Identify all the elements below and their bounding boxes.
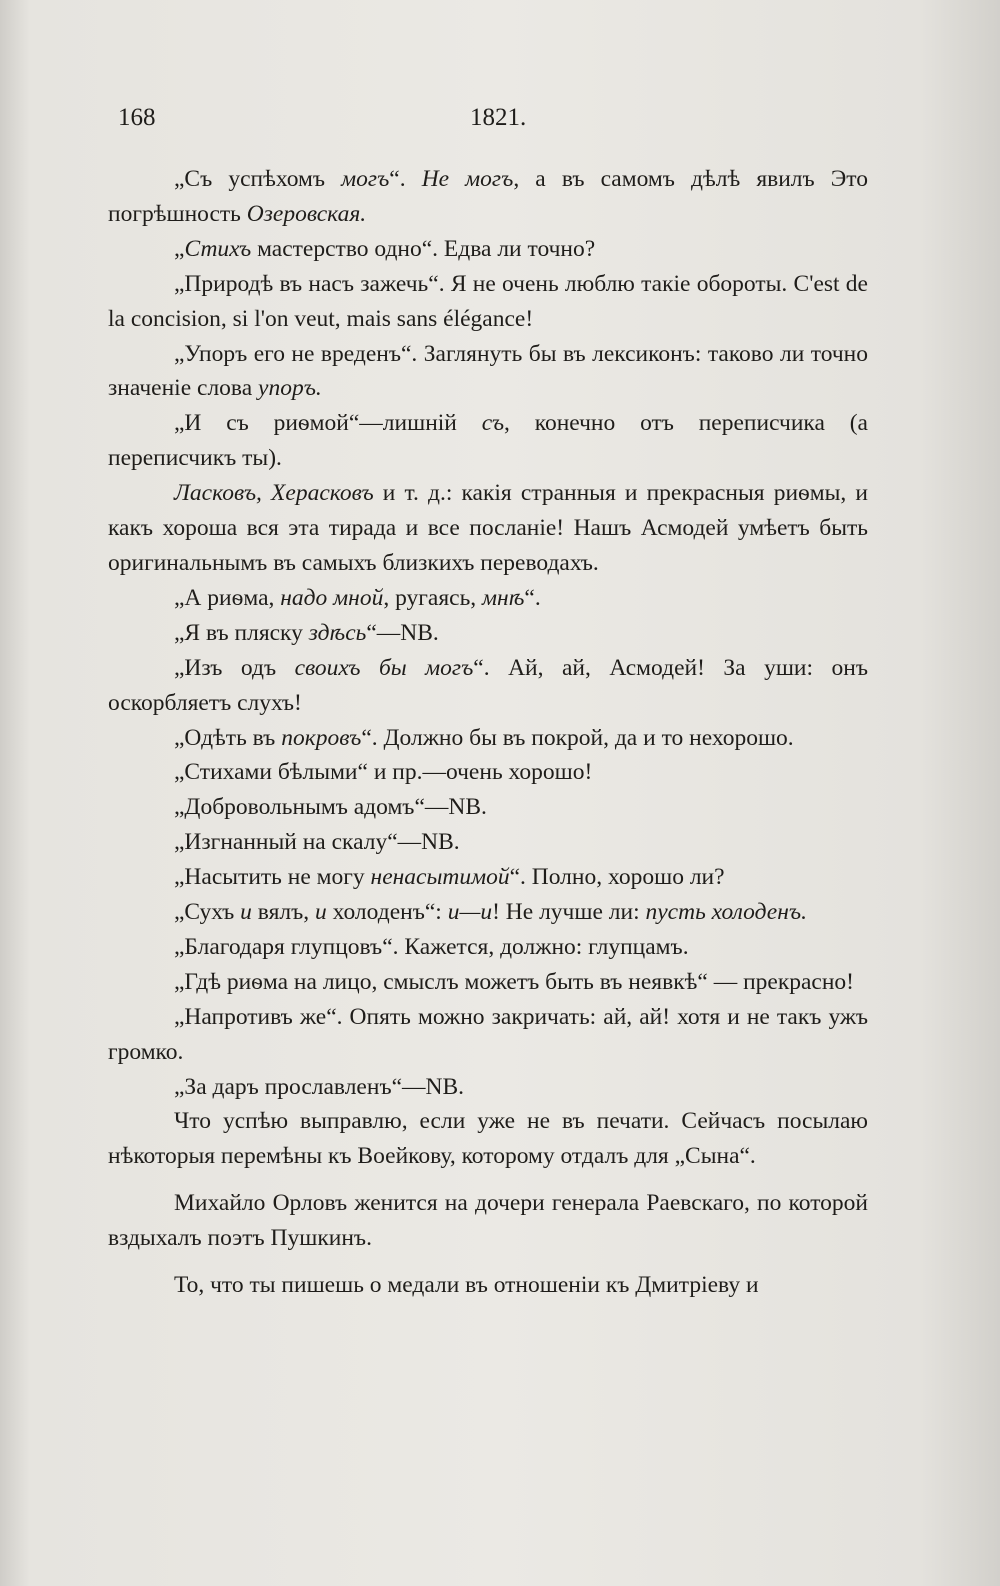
italic-text: Ласковъ, Херасковъ xyxy=(174,480,374,507)
paragraph xyxy=(108,1104,868,1174)
text-run: Михайло Орловъ женится на дочери генерала Раевскаго, по которой вздыхалъ поэтъ Пушкинъ. xyxy=(108,1190,868,1252)
italic-text: и xyxy=(240,899,252,926)
paragraph xyxy=(108,790,868,825)
paragraph xyxy=(108,965,868,1000)
paragraph xyxy=(108,616,868,651)
italic-text: упоръ. xyxy=(258,375,322,402)
text-run: „Благодаря глупцовъ“. Кажется, должно: глупцамъ. xyxy=(174,933,689,960)
text-run: “. Полно, хорошо ли? xyxy=(509,864,725,891)
paragraph xyxy=(108,476,868,581)
paragraph xyxy=(108,930,868,965)
text-run: “—NB. xyxy=(366,619,439,646)
paragraph xyxy=(108,860,868,895)
text-run: „Упоръ его не вреденъ“. Заглянуть бы въ лексиконъ: таково ли точно значеніе слова xyxy=(108,340,868,402)
italic-text: могъ xyxy=(341,166,390,192)
text-run: „ xyxy=(174,235,185,262)
text-run: „Стихами бѣлыми“ и пр.—очень хорошо! xyxy=(174,759,593,786)
text-run: „А риѳма, xyxy=(174,584,281,611)
text-run: “. xyxy=(524,584,541,611)
italic-text: ненасытимой xyxy=(370,864,510,891)
paragraph xyxy=(108,581,868,616)
italic-text: Озеровская. xyxy=(246,200,367,227)
paragraph xyxy=(108,721,868,756)
running-head-year: 1821. xyxy=(470,104,527,131)
paragraph xyxy=(108,162,868,232)
paragraph xyxy=(108,895,868,930)
text-run: ! Не лучше ли: xyxy=(492,899,646,926)
text-run: „Изгнанный на скалу“—NB. xyxy=(174,829,460,856)
text-run: „Изъ одъ xyxy=(174,654,295,681)
text-run: “. Должно бы въ покрой, да и то нехорошо. xyxy=(361,724,794,751)
italic-text: покровъ xyxy=(281,724,362,751)
text-run: “. xyxy=(389,166,422,192)
paragraph xyxy=(108,232,868,267)
paragraph xyxy=(108,651,868,721)
italic-text: и—и xyxy=(447,899,493,926)
paragraph xyxy=(108,1070,868,1105)
text-run: Что успѣю выправлю, если уже не въ печати. Сейчасъ посылаю нѣкоторыя перемѣны къ Воейкову, которому отдалъ для „Сына“. xyxy=(108,1108,868,1170)
text-run: „Я въ пляску xyxy=(174,619,309,646)
italic-text: надо мной xyxy=(280,584,384,611)
text-run: „Природѣ въ насъ зажечь“. Я не очень люблю такіе обороты. C'est de la concision, si l'on veut, mais sans élégance! xyxy=(108,270,868,332)
page-number: 168 xyxy=(118,104,156,131)
text-run: , а въ самомъ дѣлѣ явилъ Это погрѣшность xyxy=(108,166,869,227)
text-run: мастерство одно“. Едва ли точно? xyxy=(251,235,596,262)
text-run: „Насытить не могу xyxy=(174,864,371,891)
text-run: „Добровольнымъ адомъ“—NB. xyxy=(174,794,487,821)
italic-text: Не могъ xyxy=(421,166,514,192)
italic-text: своихъ бы могъ xyxy=(294,654,474,681)
text-run: „Съ успѣхомъ xyxy=(174,166,342,192)
text-run: вялъ, xyxy=(251,899,316,926)
italic-text: и xyxy=(315,899,327,926)
paragraph xyxy=(108,337,868,407)
text-run: „Сухъ xyxy=(174,899,241,926)
paragraph xyxy=(108,755,868,790)
paragraph xyxy=(108,825,868,860)
text-run: , ругаясь, xyxy=(383,584,483,611)
page-header xyxy=(118,104,878,140)
italic-text: съ xyxy=(481,410,505,437)
italic-text: пусть холоденъ. xyxy=(645,899,807,926)
paragraph xyxy=(108,1268,868,1303)
italic-text: Стихъ xyxy=(184,235,252,262)
italic-text: здѣсь xyxy=(308,619,367,646)
body-text xyxy=(108,162,868,1303)
text-run: „Напротивъ же“. Опять можно закричать: ай, ай! хотя и не такъ ужъ громко. xyxy=(108,1003,868,1065)
text-run: „Одѣть въ xyxy=(174,724,282,751)
paragraph xyxy=(108,267,868,337)
text-run: „Гдѣ риѳма на лицо, смыслъ можетъ быть въ неявкѣ“ — прекрасно! xyxy=(174,968,855,995)
italic-text: мнѣ xyxy=(482,584,525,611)
paragraph xyxy=(108,1186,868,1256)
text-run: холоденъ“: xyxy=(326,899,448,926)
text-run: То, что ты пишешь о медали въ отношеніи къ Дмитріеву и xyxy=(174,1272,759,1299)
text-run: и т. д.: какія странныя и прекрасныя риѳмы, и какъ хороша вся эта тирада и все посланіе! Нашъ Асмодей умѣетъ быть оригинальнымъ въ самыхъ близкихъ переводахъ. xyxy=(108,480,869,576)
text-run: “. Ай, ай, Асмодей! За уши: онъ оскорбляетъ слухъ! xyxy=(108,654,868,716)
paragraph xyxy=(108,1000,868,1070)
text-run: „За даръ прославленъ“—NB. xyxy=(174,1073,465,1100)
paragraph xyxy=(108,406,868,476)
text-run: „И съ риѳмой“—лишній xyxy=(174,410,482,437)
text-run: , конечно отъ переписчика (а переписчикъ ты). xyxy=(108,410,868,472)
